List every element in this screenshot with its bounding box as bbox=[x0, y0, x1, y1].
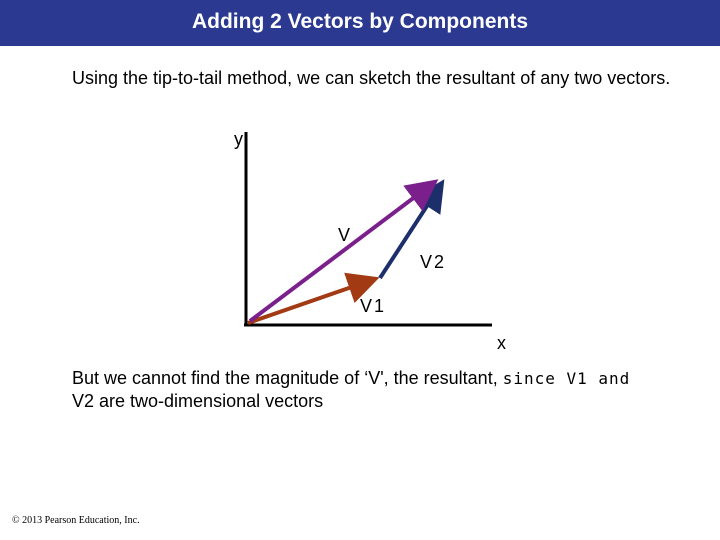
x-axis-label: x bbox=[497, 333, 506, 353]
conclusion-text bbox=[72, 367, 692, 412]
conclusion-part-3: V2 are two-dimensional vectors bbox=[72, 391, 324, 411]
vector-v1 bbox=[248, 280, 372, 323]
slide-title: Adding 2 Vectors by Components bbox=[191, 10, 529, 33]
intro-text: Using the tip-to-tail method, we can sketch the resultant of any two vectors. bbox=[72, 68, 671, 88]
vector-v2-label: V2 bbox=[420, 252, 447, 272]
y-axis-label: y bbox=[234, 129, 243, 149]
copyright-notice: © 2013 Pearson Education, Inc. bbox=[12, 515, 140, 526]
vector-v-resultant bbox=[250, 184, 432, 321]
conclusion-part-1: But we cannot find the magnitude of ‘V', the resultant, bbox=[72, 368, 503, 388]
conclusion-part-2: since V1 and bbox=[502, 369, 631, 388]
vector-v1-label: V1 bbox=[360, 296, 387, 316]
vector-v-label: V bbox=[338, 225, 351, 245]
